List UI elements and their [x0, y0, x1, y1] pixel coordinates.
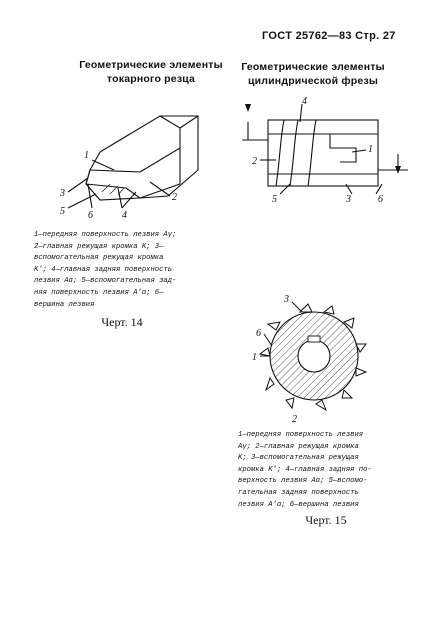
left-title-line1: Геометрические элементы [79, 59, 223, 71]
callout-6: 6 [88, 210, 93, 221]
left-title [66, 58, 236, 86]
legend-line: вспомогательная режущая кромка [34, 254, 164, 263]
shank-outline [100, 116, 198, 198]
callout-1: 1 [252, 352, 257, 363]
callout-1: 1 [84, 150, 89, 161]
milling-cutter-cross-section [248, 294, 398, 425]
caption-chert-14: Черт. 14 [101, 315, 143, 329]
shank-edge [160, 116, 180, 128]
legend-line: верхность лезвия Aα; 5—вспомо- [238, 477, 368, 486]
callout-4: 4 [122, 210, 127, 221]
leader-1 [92, 160, 114, 170]
callout-5: 5 [60, 206, 65, 217]
legend-line: 1—передняя поверхность лезвия Aγ; [34, 231, 177, 239]
tip-edge [86, 170, 90, 184]
right-title [228, 60, 398, 88]
leader-6 [264, 334, 272, 346]
leader-3 [292, 302, 302, 312]
callout-2: 2 [172, 192, 177, 203]
leader-1 [352, 150, 366, 152]
legend-line: K; 3—вспомогательная режущая [238, 454, 359, 463]
flank-edge [126, 188, 140, 198]
flute [308, 120, 316, 186]
page-header: ГОСТ 25762—83 Стр. 27 [262, 30, 396, 42]
callout-4: 4 [302, 96, 307, 107]
callout-3: 3 [284, 294, 289, 305]
leader-3 [68, 178, 88, 192]
right-title-line1: Геометрические элементы [241, 61, 385, 73]
legend-line: Aγ; 2—главная режущая кромка [238, 442, 359, 451]
milling-cutter-side-view [236, 96, 416, 210]
legend-line: вершина лезвия [34, 300, 95, 309]
notch [330, 134, 356, 162]
callout-2: 2 [252, 156, 257, 167]
legend-line: лезвия A'α; 6—вершина лезвия [238, 500, 359, 509]
keyway [308, 336, 320, 342]
cutting-edge [140, 148, 180, 172]
legend-line: 1—передняя поверхность лезвия [238, 431, 364, 439]
shank-edge [180, 116, 198, 128]
legend-line: няя поверхность лезвия A'α; 6— [34, 288, 164, 297]
lathe-tool-drawing [40, 88, 230, 238]
flank-edge [86, 184, 126, 188]
right-legend [238, 430, 410, 511]
cutting-edge [90, 170, 140, 172]
cutter-body [268, 120, 378, 186]
legend-line: 2—главная режущая кромка K; 3— [34, 242, 164, 251]
flute [276, 120, 284, 186]
callout-2: 2 [292, 414, 297, 425]
left-legend [34, 230, 206, 311]
callout-6: 6 [256, 328, 261, 339]
caption-chert-15: Черт. 15 [305, 513, 347, 527]
callout-5: 5 [272, 194, 277, 205]
flute [290, 120, 298, 186]
callout-6: 6 [378, 194, 383, 205]
callout-3: 3 [60, 188, 65, 199]
callout-1: 1 [368, 144, 373, 155]
right-title-line2: цилиндрической фрезы [247, 75, 379, 87]
legend-line: лезвия Aα; 5—вспомогательная зад- [34, 277, 177, 286]
callout-3: 3 [346, 194, 351, 205]
left-title-line2: токарного резца [106, 73, 196, 85]
bore [298, 340, 330, 372]
legend-line: K'; 4—главная задняя поверхность [34, 265, 173, 274]
legend-line: кромка K'; 4—главная задняя по- [238, 465, 372, 474]
legend-line: гательная задняя поверхность [238, 488, 359, 497]
leader-4b [122, 192, 136, 208]
